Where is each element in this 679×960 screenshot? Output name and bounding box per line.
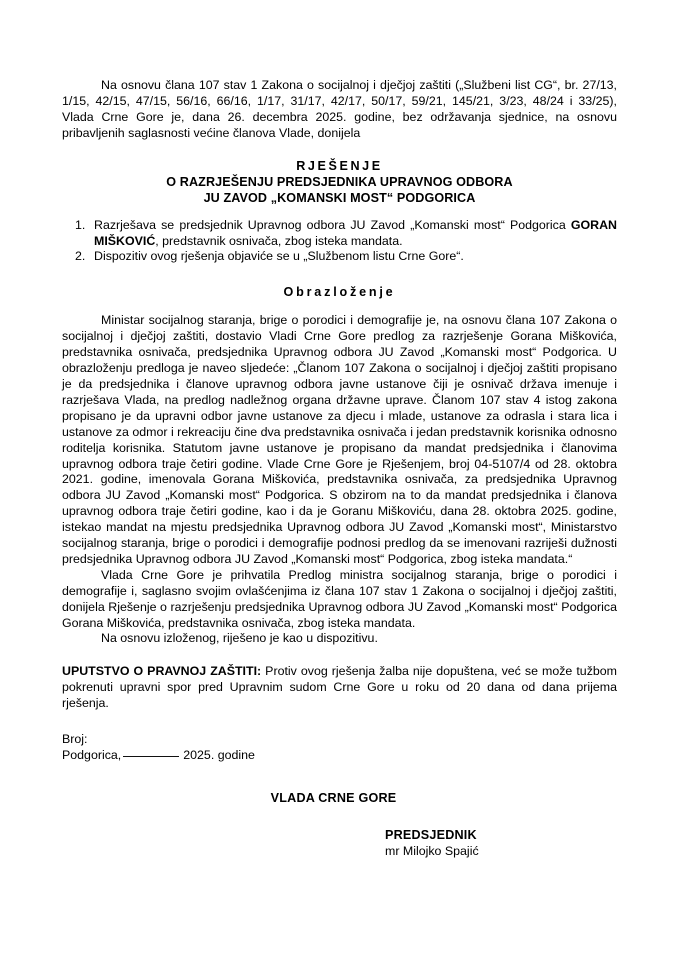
list-item-number: 1. (75, 217, 86, 232)
list-item (62, 218, 617, 250)
document-place-label: Podgorica, (62, 748, 122, 762)
date-blank-field (123, 756, 179, 757)
document-number-label: Broj: (62, 732, 88, 747)
list-item-text-before: Razrješava se predsjednik Upravnog odbora JU Zavod „Komanski most“ Podgorica (94, 217, 571, 232)
explanation-paragraph-1: Ministar socijalnog staranja, brige o porodici i demografije je, na osnovu člana 107 Zakona o socijalnoj i dječjoj zaštiti, dostavio Vladi Crne Gore predlog za razrješenje Gorana Miškovića, predstavnika osnivača, predsjednika Upravnog odbora JU Zavod „Komanski most“ Podgorica. U obrazloženju predloga je naveo sljedeće: „Članom 107 Zakona o socijalnoj i dječjoj zaštiti propisano je da predsjednika i članove upravnog odbora javne ustanove čiji je osnivač država imenuje i razrješava Vlada, na predlog nadležnog organa državne uprave. Članom 107 stav 4 istog zakona propisano je da upravni odbor javne ustanove za djecu i mlade, ustanove za odrasla i stara lica i ustanove za odmor i rekreaciju čine dva predstavnika osnivača i jedan predstavnik korisnika odnosno roditelja korisnika. Statutom javne ustanove je propisano da mandat predsjednika i članovima upravnog odbora traje četiri godine. Vlade Crne Gore je Rješenjem, broj 04-5107/4 od 28. oktobra 2021. godine, imenovala Gorana Miškovića, predstavnika osnivača, za predsjednika Upravnog odbora JU Zavod „Komanski most“ Podgorica. S obzirom na to da mandat predsjednika i članova upravnog odbora traje četiri godine, kao i da je Goranu Miškoviću, dana 28. oktobra 2025. godine, istekao mandat na mjestu predsjednika Upravnog odbora JU Zavod „Komanski most“, Ministarstvo socijalnog staranja, brige o porodici i demografije podnosi predlog da se imenovani razriješi dužnosti predsjednika Upravnog odbora JU Zavod „Komanski most“ Podgorica, zbog isteka mandata.“ (62, 313, 617, 566)
list-item-number: 2. (75, 249, 86, 264)
list-item-text-before: Dispozitiv ovog rješenja objaviće se u „Službenom listu Crne Gore“. (94, 249, 464, 264)
decision-title-line2: O RAZRJEŠENJU PREDSJEDNIKA UPRAVNOG ODBORA (166, 174, 513, 189)
list-item-text-after: , predstavnik osnivača, zbog isteka mandata. (155, 233, 403, 248)
dispositive-list (62, 218, 617, 266)
explanation-heading: Obrazloženje (283, 285, 396, 300)
signature-role: PREDSJEDNIK (385, 827, 477, 842)
decision-title-line3: JU ZAVOD „KOMANSKI MOST“ PODGORICA (203, 190, 476, 205)
document-meta (62, 732, 617, 764)
intro-paragraph: Na osnovu člana 107 stav 1 Zakona o socijalnoj i dječjoj zaštiti („Službeni list CG“, br. 27/13, 1/15, 42/15, 47/15, 56/16, 66/16, 1/17, 31/17, 42/17, 50/17, 59/21, 145/21, 3/23, 48/24 i 33/25), Vlada Crne Gore je, dana 26. decembra 2025. godine, bez održavanja sjednice, na osnovu pribavljenih saglasnosti većine članova Vlade, donijela (62, 78, 617, 140)
signature-name: mr Milojko Spajić (385, 843, 479, 858)
document-content (62, 78, 617, 859)
decision-title-block (62, 158, 617, 206)
legal-protection-label: UPUTSTVO O PRAVNOJ ZAŠTITI: (62, 664, 262, 679)
document-place-date-line (62, 748, 617, 764)
explanation-paragraph-2: Vlada Crne Gore je prihvatila Predlog ministra socijalnog staranja, brige o porodici i demografije i, saglasno svojim ovlašćenjima iz člana 107 stav 1 Zakona o socijalnoj i dječjoj zaštiti, donijela Rješenje o razrješenju predsjednika Upravnog odbora JU Zavod „Komanski most“ Podgorica Gorana Miškovića, predstavnika osnivača, zbog isteka mandata. (62, 567, 617, 630)
document-date-suffix: 2025. godine (183, 748, 255, 762)
list-item (62, 249, 617, 265)
signature-government: VLADA CRNE GORE (270, 790, 397, 805)
legal-protection-notice (62, 664, 617, 712)
explanation-paragraph-3: Na osnovu izloženog, riješeno je kao u dispozitivu. (101, 631, 378, 646)
list-item-person-name: GORAN MIŠKOVIĆ (94, 217, 617, 248)
legal-protection-text: Protiv ovog rješenja žalba nije dopuštena, već se može tužbom pokrenuti upravni spor pred Upravnim sudom Crne Gore u roku od 20 dana od dana prijema rješenja. (62, 664, 617, 711)
decision-title-main: RJEŠENJE (296, 158, 383, 173)
